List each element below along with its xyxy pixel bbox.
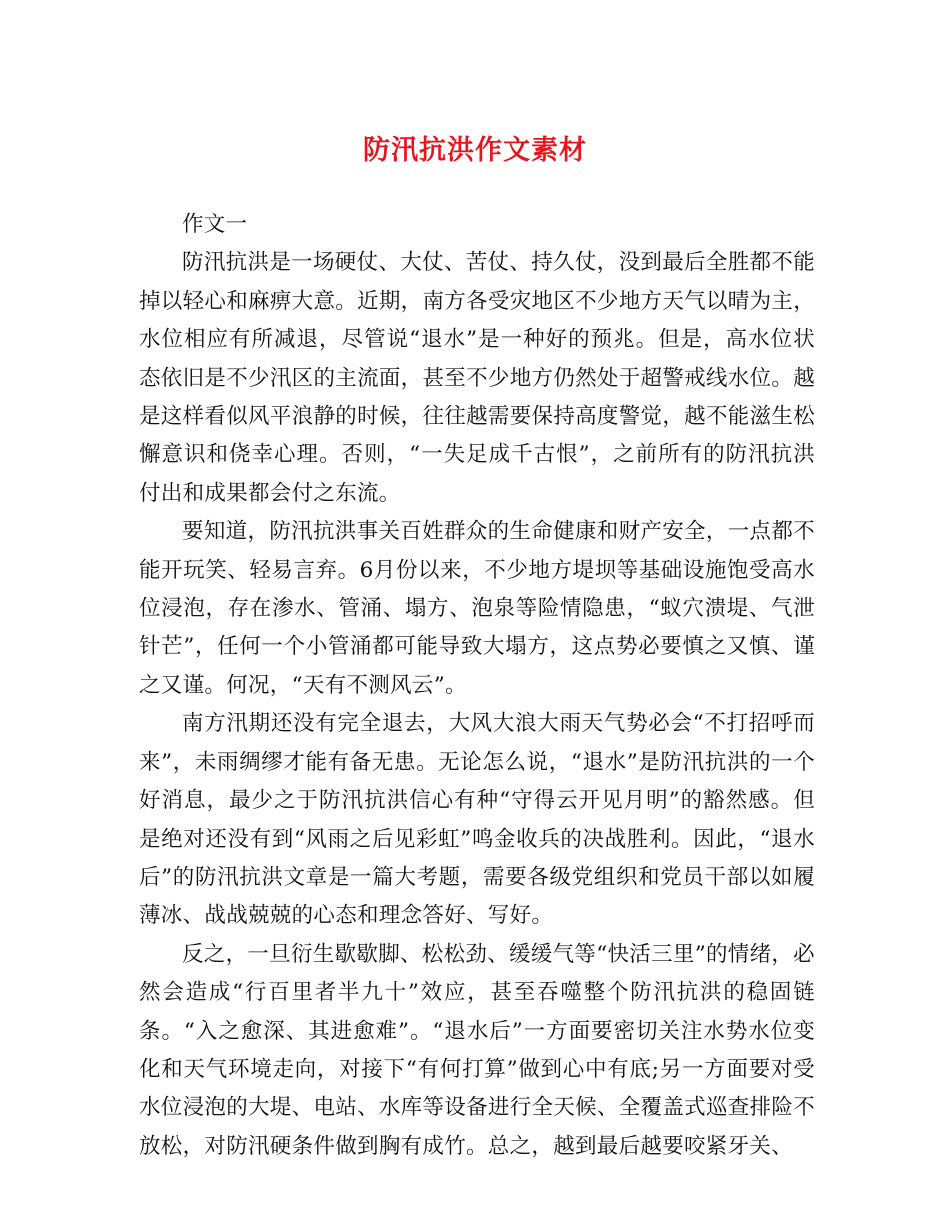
paragraph-2: 要知道，防汛抗洪事关百姓群众的生命健康和财产安全，一点都不能开玩笑、轻易言弃。6月份以来，不少地方堤坝等基础设施饱受高水位浸泡，存在渗水、管涌、塌方、泡泉等险情隐患，“蚁穴溃堤、气泄针芒”，任何一个小管涌都可能导致大塌方，这点势必要慎之又慎、谨之又谨。何况，“天有不测风云”。	[139, 519, 815, 698]
paragraph-4: 反之，一旦衍生歇歇脚、松松劲、缓缓气等“快活三里”的情绪，必然会造成“行百里者半九十”效应，甚至吞噬整个防汛抗洪的稳固链条。“入之愈深、其进愈难”。“退水后”一方面要密切关注水势水位变化和天气环境走向，对接下“有何打算”做到心中有底;另一方面要对受水位浸泡的大堤、电站、水库等设备进行全天候、全覆盖式巡查排险不放松，对防汛硬条件做到胸有成竹。总之，越到最后越要咬紧牙关、	[139, 941, 815, 1159]
section-heading: 作文一	[182, 212, 248, 237]
paragraph-3: 南方汛期还没有完全退去，大风大浪大雨天气势必会“不打招呼而来”，未雨绸缪才能有备无患。无论怎么说，“退水”是防汛抗洪的一个好消息，最少之于防汛抗洪信心有种“守得云开见月明”的豁然感。但是绝对还没有到“风雨之后见彩虹”鸣金收兵的决战胜利。因此，“退水后”的防汛抗洪文章是一篇大考题，需要各级党组织和党员干部以如履薄冰、战战兢兢的心态和理念答好、写好。	[139, 711, 815, 929]
document-body	[139, 206, 815, 1166]
paragraph-1: 防汛抗洪是一场硬仗、大仗、苦仗、持久仗，没到最后全胜都不能掉以轻心和麻痹大意。近期，南方各受灾地区不少地方天气以晴为主，水位相应有所减退，尽管说“退水”是一种好的预兆。但是，高水位状态依旧是不少汛区的主流面，甚至不少地方仍然处于超警戒线水位。越是这样看似风平浪静的时候，往往越需要保持高度警觉，越不能滋生松懈意识和侥幸心理。否则，“一失足成千古恨”，之前所有的防汛抗洪付出和成果都会付之东流。	[139, 250, 815, 506]
document-title: 防汛抗洪作文素材	[363, 135, 587, 166]
